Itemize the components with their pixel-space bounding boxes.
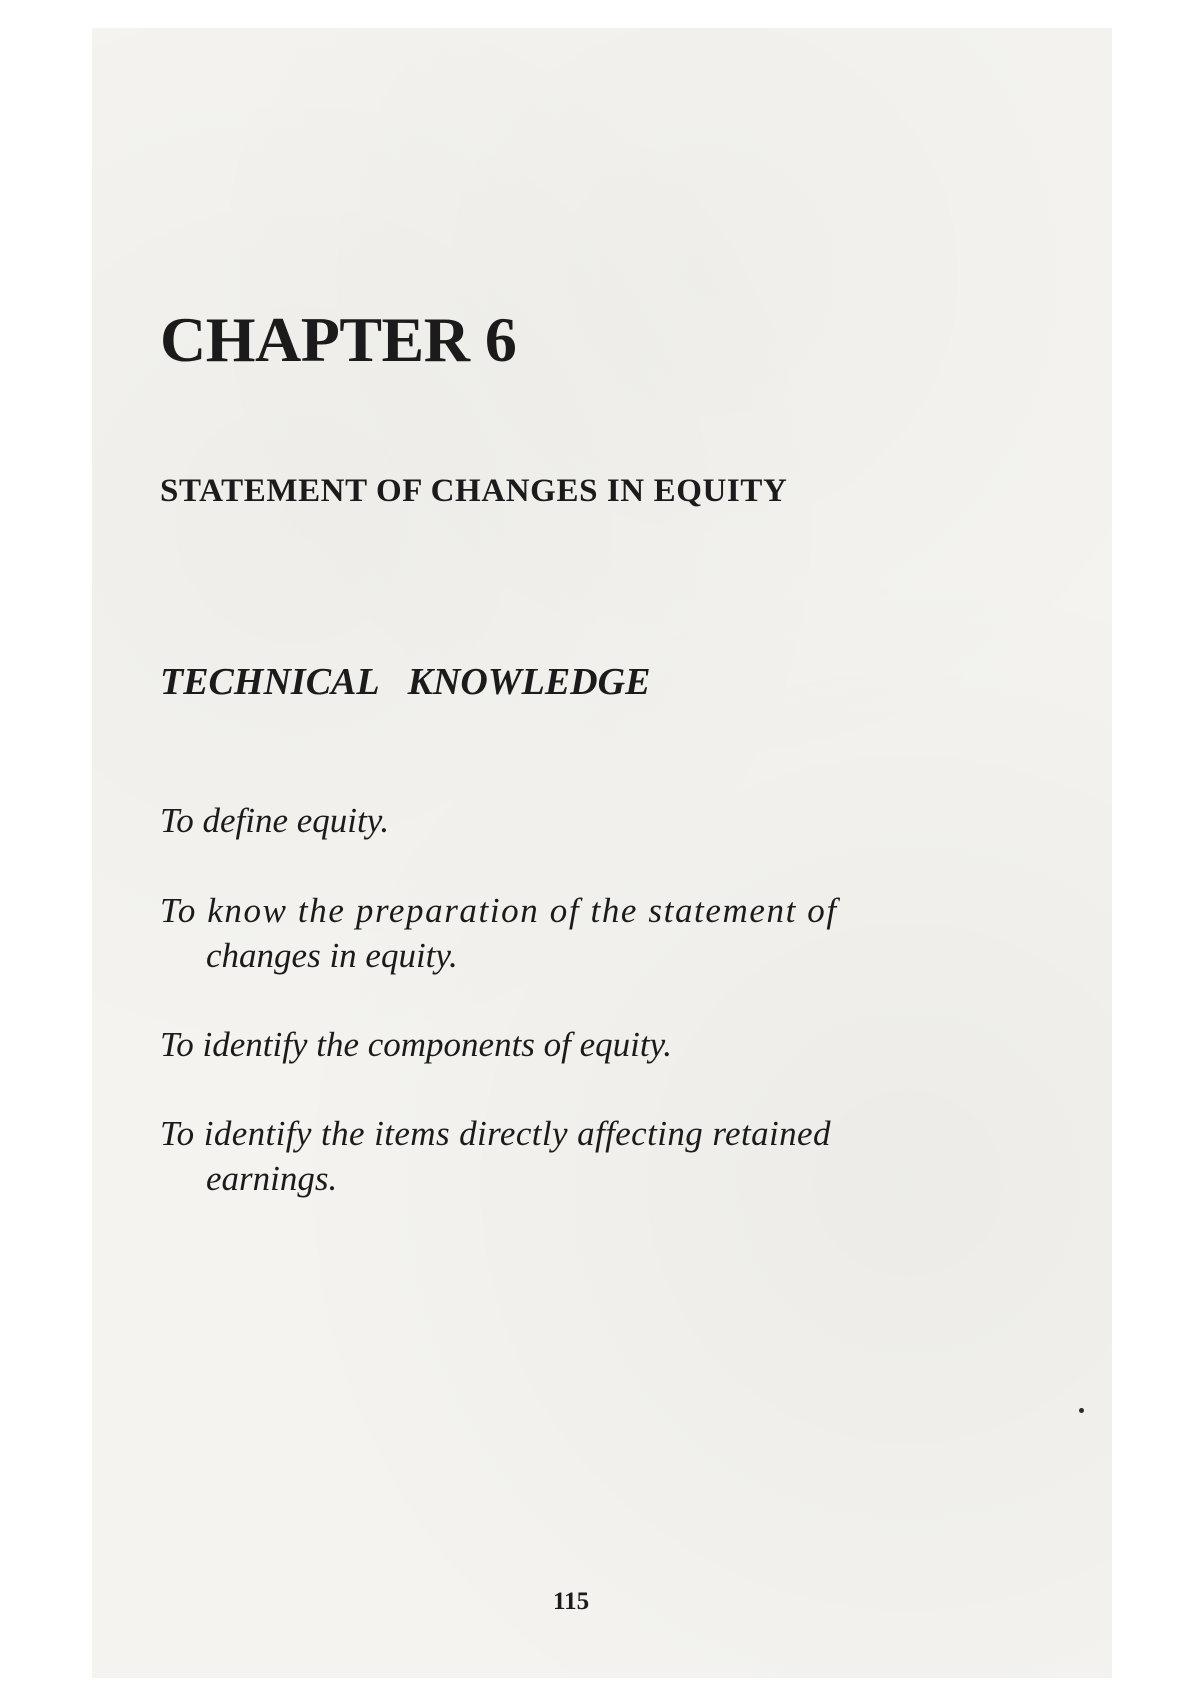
section-title-word-2: KNOWLEDGE [407, 661, 651, 703]
section-title [160, 663, 650, 701]
objective-3: To identify the components of equity. [160, 1025, 672, 1064]
section-title-word-1: TECHNICAL [160, 661, 380, 703]
chapter-heading: STATEMENT OF CHANGES IN EQUITY [160, 473, 788, 509]
book-page [92, 28, 1112, 1678]
page-number: 115 [553, 1588, 590, 1615]
chapter-title: CHAPTER 6 [160, 304, 517, 375]
objective-2-line-2: changes in equity. [206, 936, 458, 975]
objective-4-line-1: To identify the items directly affecting retained [160, 1114, 831, 1153]
ink-speck [1079, 1408, 1084, 1413]
objective-2-line-1: To know the preparation of the statement of [160, 891, 838, 930]
objective-1: To define equity. [160, 801, 390, 840]
objective-4-line-2: earnings. [206, 1159, 338, 1198]
